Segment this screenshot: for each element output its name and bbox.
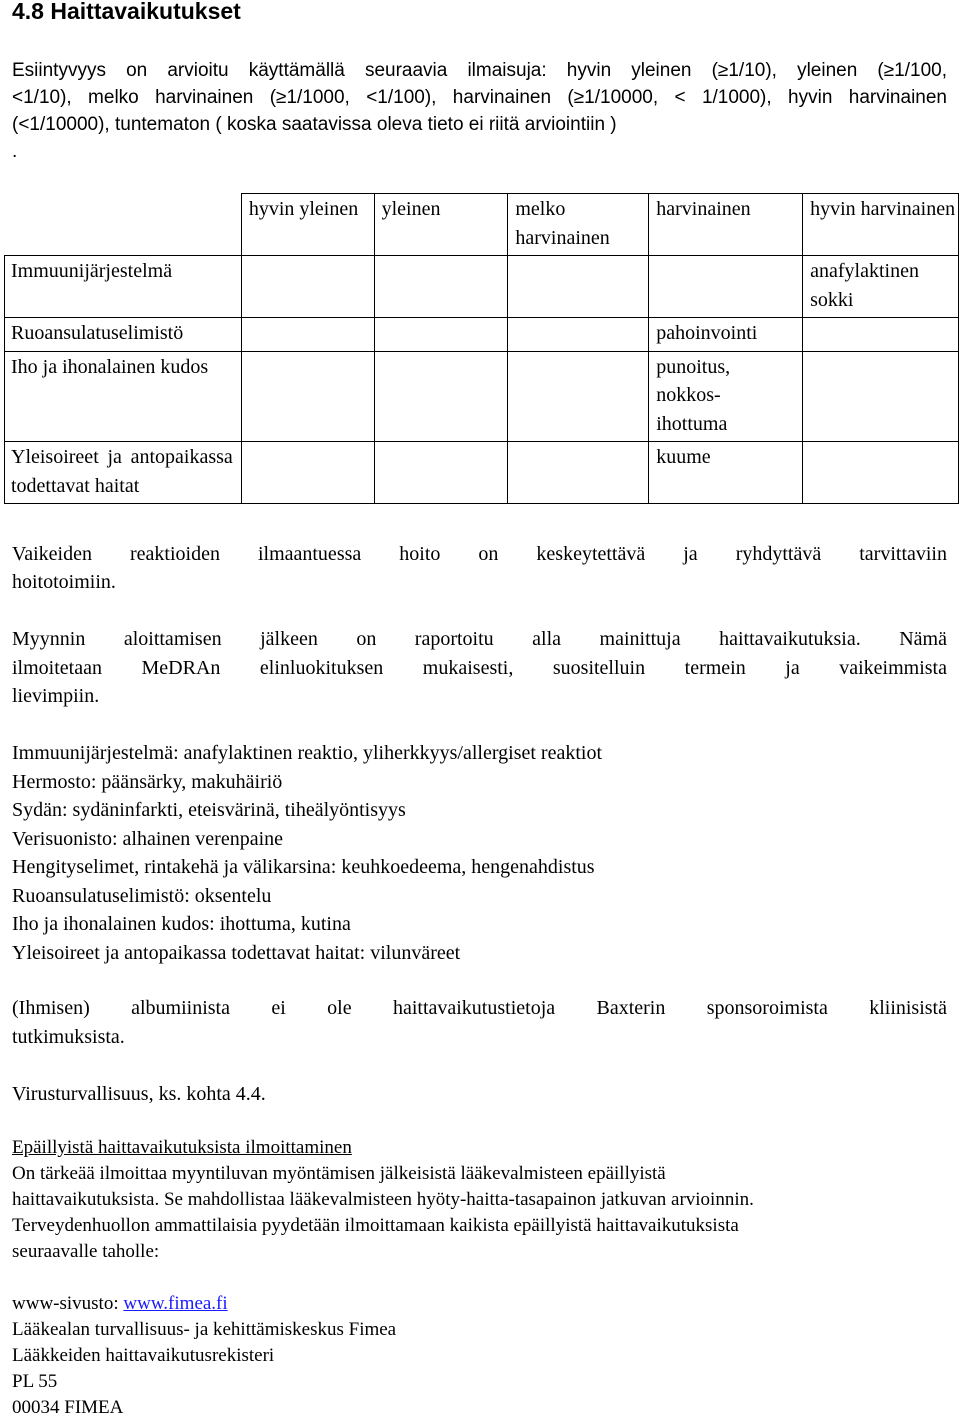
list-item: Immuunijärjestelmä: anafylaktinen reaktio, yliherkkyys/allergiset reaktiot xyxy=(12,742,602,764)
albumin-line-2: tutkimuksista. xyxy=(12,1026,125,1048)
table-cell xyxy=(508,318,649,352)
fimea-website-link[interactable]: www.fimea.fi xyxy=(123,1293,228,1314)
organ-class-cell: Ruoansulatuselimistö xyxy=(5,318,242,352)
list-item: Hermosto: päänsärky, makuhäiriö xyxy=(12,771,283,793)
table-cell xyxy=(241,442,374,504)
table-cell xyxy=(508,351,649,442)
table-header-row xyxy=(5,194,959,256)
address-line: Lääkealan turvallisuus- ja kehittämiskeskus Fimea xyxy=(12,1319,397,1340)
postmarketing-line-1: Myynnin aloittamisen jälkeen on raportoitu alla mainittuja haittavaikutuksia. Nämä xyxy=(12,628,947,650)
list-item: Verisuonisto: alhainen verenpaine xyxy=(12,828,284,850)
albumin-line-1: (Ihmisen) albumiinista ei ole haittavaikutustietoja Baxterin sponsoroimista kliinisistä xyxy=(12,997,947,1019)
adverse-reactions-table xyxy=(4,193,959,504)
address-line: PL 55 xyxy=(12,1371,58,1392)
website-line xyxy=(12,1291,228,1317)
section-title: 4.8 Haittavaikutukset xyxy=(12,0,241,24)
table-cell xyxy=(241,318,374,352)
table-cell: punoitus, nokkos-ihottuma xyxy=(649,351,803,442)
frequency-intro-line-4: . xyxy=(12,141,18,162)
table-header-cell xyxy=(5,194,242,256)
table-cell: kuume xyxy=(649,442,803,504)
reporting-line: On tärkeää ilmoittaa myyntiluvan myöntämisen jälkeisistä lääkevalmisteen epäillyistä xyxy=(12,1163,666,1184)
table-cell xyxy=(508,256,649,318)
postmarketing-line-3: lievimpiin. xyxy=(12,685,100,707)
organ-class-cell: Yleisoireet ja antopaikassa todettavat haitat xyxy=(5,442,242,504)
table-header-cell: melko harvinainen xyxy=(508,194,649,256)
table-cell xyxy=(374,256,508,318)
organ-class-cell: Iho ja ihonalainen kudos xyxy=(5,351,242,442)
reporting-line: seuraavalle taholle: xyxy=(12,1241,160,1262)
table-cell xyxy=(508,442,649,504)
reporting-line: Terveydenhuollon ammattilaisia pyydetään ilmoittamaan kaikista epäillyistä haittavaikutuksista xyxy=(12,1215,739,1236)
list-item: Sydän: sydäninfarkti, eteisvärinä, tiheälyöntisyys xyxy=(12,799,406,821)
website-label: www-sivusto: xyxy=(12,1293,124,1314)
table-cell xyxy=(374,318,508,352)
table-header-cell: harvinainen xyxy=(649,194,803,256)
severe-reactions-line-2: hoitotoimiin. xyxy=(12,571,116,593)
table-cell xyxy=(241,351,374,442)
table-cell xyxy=(241,256,374,318)
table-header-cell: hyvin harvinainen xyxy=(803,194,959,256)
reporting-line: haittavaikutuksista. Se mahdollistaa lääkevalmisteen hyöty-haitta-tasapainon jatkuvan arvioinnin. xyxy=(12,1189,754,1210)
organ-class-cell: Immuunijärjestelmä xyxy=(5,256,242,318)
list-item: Ruoansulatuselimistö: oksentelu xyxy=(12,885,272,907)
address-line: 00034 FIMEA xyxy=(12,1397,124,1418)
table-cell xyxy=(803,442,959,504)
table-row xyxy=(5,256,959,318)
list-item: Iho ja ihonalainen kudos: ihottuma, kutina xyxy=(12,913,351,935)
table-header-cell: hyvin yleinen xyxy=(241,194,374,256)
table-cell xyxy=(374,442,508,504)
table-row xyxy=(5,442,959,504)
table-row xyxy=(5,351,959,442)
list-item: Hengityselimet, rintakehä ja välikarsina: keuhkoedeema, hengenahdistus xyxy=(12,856,595,878)
severe-reactions-line-1: Vaikeiden reaktioiden ilmaantuessa hoito on keskeytettävä ja ryhdyttävä tarvittaviin xyxy=(12,543,947,565)
list-item: Yleisoireet ja antopaikassa todettavat haitat: vilunväreet xyxy=(12,942,461,964)
table-cell xyxy=(803,351,959,442)
virus-safety-text: Virusturvallisuus, ks. kohta 4.4. xyxy=(12,1083,266,1105)
table-cell: anafylaktinen sokki xyxy=(803,256,959,318)
table-cell xyxy=(803,318,959,352)
table-row xyxy=(5,318,959,352)
table-header-cell: yleinen xyxy=(374,194,508,256)
reporting-heading: Epäillyistä haittavaikutuksista ilmoittaminen xyxy=(12,1137,352,1158)
table-cell xyxy=(374,351,508,442)
table-cell: pahoinvointi xyxy=(649,318,803,352)
address-line: Lääkkeiden haittavaikutusrekisteri xyxy=(12,1345,275,1366)
table-cell xyxy=(649,256,803,318)
postmarketing-line-2: ilmoitetaan MeDRAn elinluokituksen mukaisesti, suositelluin termein ja vaikeimmista xyxy=(12,657,947,679)
frequency-intro-line-2: <1/10), melko harvinainen (≥1/1000, <1/100), harvinainen (≥1/10000, < 1/1000), hyvin harvinainen xyxy=(12,87,947,108)
frequency-intro-line-3: (<1/10000), tuntematon ( koska saatavissa oleva tieto ei riitä arviointiin ) xyxy=(12,114,617,135)
frequency-intro-line-1: Esiintyvyys on arvioitu käyttämällä seuraavia ilmaisuja: hyvin yleinen (≥1/10), yleinen (≥1/100, xyxy=(12,60,947,81)
